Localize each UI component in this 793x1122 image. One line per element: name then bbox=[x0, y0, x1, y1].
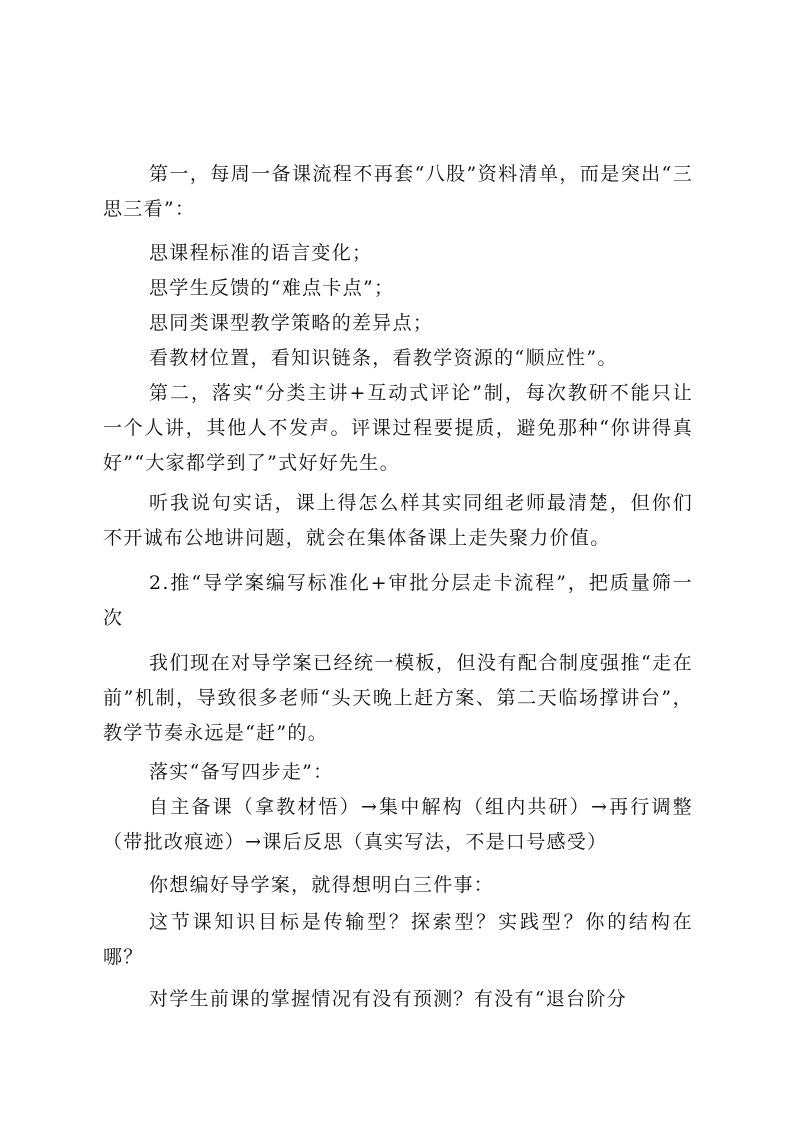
paragraph-three-thinks-intro: 第一，每周一备课流程不再套“八股”资料清单，而是突出“三思三看”： bbox=[103, 163, 693, 220]
paragraph-second-point: 第二，落实“分类主讲+互动式评论”制，每次教研不能只让一个人讲，其他人不发声。评课过程要提质，避免那种“你讲得真好”“大家都学到了”式好好先生。 bbox=[103, 382, 693, 474]
paragraph-section-two-heading: 2.推“导学案编写标准化+审批分层走卡流程”，把质量筛一次 bbox=[103, 572, 693, 629]
paragraph-think-curriculum: 思课程标准的语言变化； bbox=[149, 242, 373, 264]
paragraph-think-feedback: 思学生反馈的“难点卡点”； bbox=[149, 277, 395, 299]
paragraph-three-things-intro: 你想编好导学案，就得想明白三件事： bbox=[149, 874, 495, 896]
paragraph-honest-talk: 听我说句实话，课上得怎么样其实同组老师最清楚，但你们不开诚布公地讲问题，就会在集体备课上走失聚力价值。 bbox=[103, 492, 693, 549]
paragraph-knowledge-goal: 这节课知识目标是传输型？探索型？实践型？你的结构在哪？ bbox=[103, 911, 693, 968]
paragraph-prediction: 对学生前课的掌握情况有没有预测？有没有“退台阶分 bbox=[149, 988, 627, 1010]
paragraph-think-strategy: 思同类课型教学策略的差异点； bbox=[149, 312, 434, 334]
paragraph-template-issue: 我们现在对导学案已经统一模板，但没有配合制度强推“走在前”机制，导致很多老师“头天晚上赶方案、第二天临场撑讲台”，教学节奏永远是“赶”的。 bbox=[103, 652, 693, 744]
paragraph-four-steps-intro: 落实“备写四步走”： bbox=[149, 761, 334, 783]
paragraph-three-looks: 看教材位置，看知识链条，看教学资源的“顺应性”。 bbox=[149, 347, 618, 369]
paragraph-four-steps: 自主备课（拿教材悟）→集中解构（组内共研）→再行调整（带批改痕迹）→课后反思（真实写法，不是口号感受） bbox=[103, 796, 693, 853]
